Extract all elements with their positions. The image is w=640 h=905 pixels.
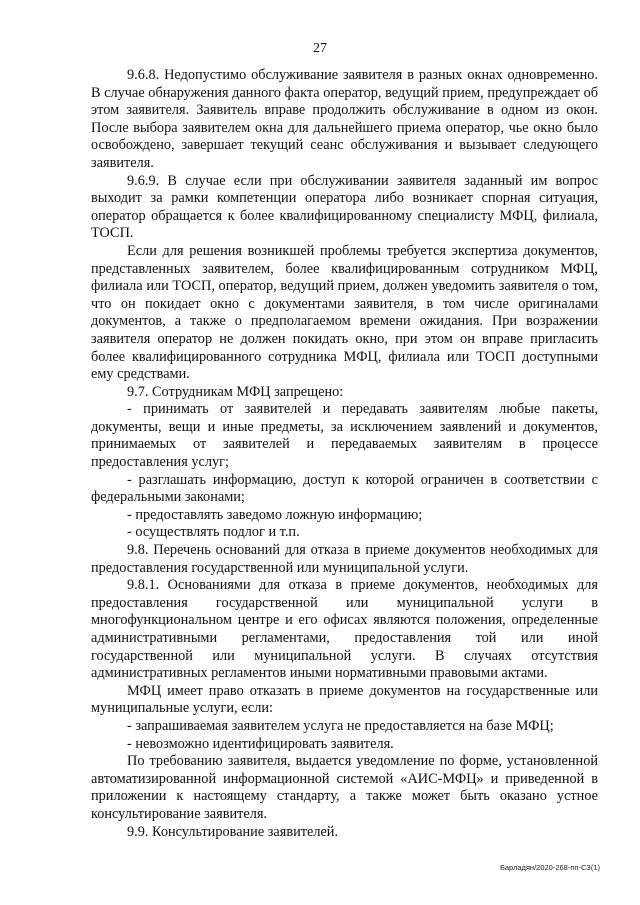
paragraph-9-8-1: 9.8.1. Основаниями для отказа в приеме документов, необходимых для предоставления государственной или муниципальной услуги в многофункциональном центре и его офисах являются положения, определенные административными регламентами, предоставления той или иной государственной или муниципальной услуги. В случаях отсутствия административных регламентов иными нормативными правовыми актами.	[91, 577, 598, 682]
document-code: Барладян/2020-268-пп-СЗ(1)	[499, 863, 600, 872]
paragraph-9-6-9: 9.6.9. В случае если при обслуживании заявителя заданный им вопрос выходит за рамки компетенции оператора либо возникает спорная ситуация, оператор обращается к более квалифицированному специалисту МФЦ, филиала, ТОСП.	[91, 172, 598, 242]
document-body	[91, 67, 598, 841]
paragraph-notification: По требованию заявителя, выдается уведомление по форме, установленной автоматизированной информационной системой «АИС-МФЦ» и приведенной в приложении к настоящему стандарту, а также может быть оказано устное консультирование заявителя.	[91, 753, 598, 822]
list-item: - невозможно идентифицировать заявителя.	[127, 735, 394, 752]
paragraph-mfc-refusal: МФЦ имеет право отказать в приеме документов на государственные или муниципальные услуги, если:	[91, 682, 598, 717]
paragraph-9-9: 9.9. Консультирование заявителей.	[127, 823, 339, 840]
list-item: - осуществлять подлог и т.п.	[127, 524, 300, 541]
paragraph-expertise: Если для решения возникшей проблемы требуется экспертиза документов, представленных заявителем, более квалифицированным сотрудником МФЦ, филиала или ТОСП, оператор, ведущий прием, должен уведомить заявителя о том, что он покидает окно с документами заявителя, в том числе оригиналами документов, а также о предполагаемом времени ожидания. При возражении заявителя оператор не должен покидать окно, при этом он вправе пригласить более квалифицированного сотрудника МФЦ, филиала или ТОСП доступными ему средствами.	[91, 242, 598, 383]
list-item: - предоставлять заведомо ложную информацию;	[127, 506, 423, 523]
list-item: - разглашать информацию, доступ к которой ограничен в соответствии с федеральными законами;	[91, 471, 598, 506]
paragraph-9-6-8: 9.6.8. Недопустимо обслуживание заявителя в разных окнах одновременно. В случае обнаружения данного факта оператор, ведущий прием, предупреждает об этом заявителя. Заявитель вправе продолжить обслуживание в одном из окон. После выбора заявителем окна для дальнейшего приема оператор, чье окно было освобождено, завершает текущий сеанс обслуживания и вызывает следующего заявителя.	[91, 67, 598, 171]
list-item: - запрашиваемая заявителем услуга не предоставляется на базе МФЦ;	[127, 717, 554, 734]
list-item: - принимать от заявителей и передавать заявителям любые пакеты, документы, вещи и иные предметы, за исключением заявлений и документов, принимаемых от заявителей и передаваемых заявителям в процессе предоставления услуг;	[91, 401, 598, 471]
paragraph-9-8: 9.8. Перечень оснований для отказа в приеме документов необходимых для предоставления государственной или муниципальной услуги.	[91, 542, 598, 576]
page-number: 27	[313, 41, 327, 56]
paragraph-9-7: 9.7. Сотрудникам МФЦ запрещено:	[127, 383, 344, 400]
